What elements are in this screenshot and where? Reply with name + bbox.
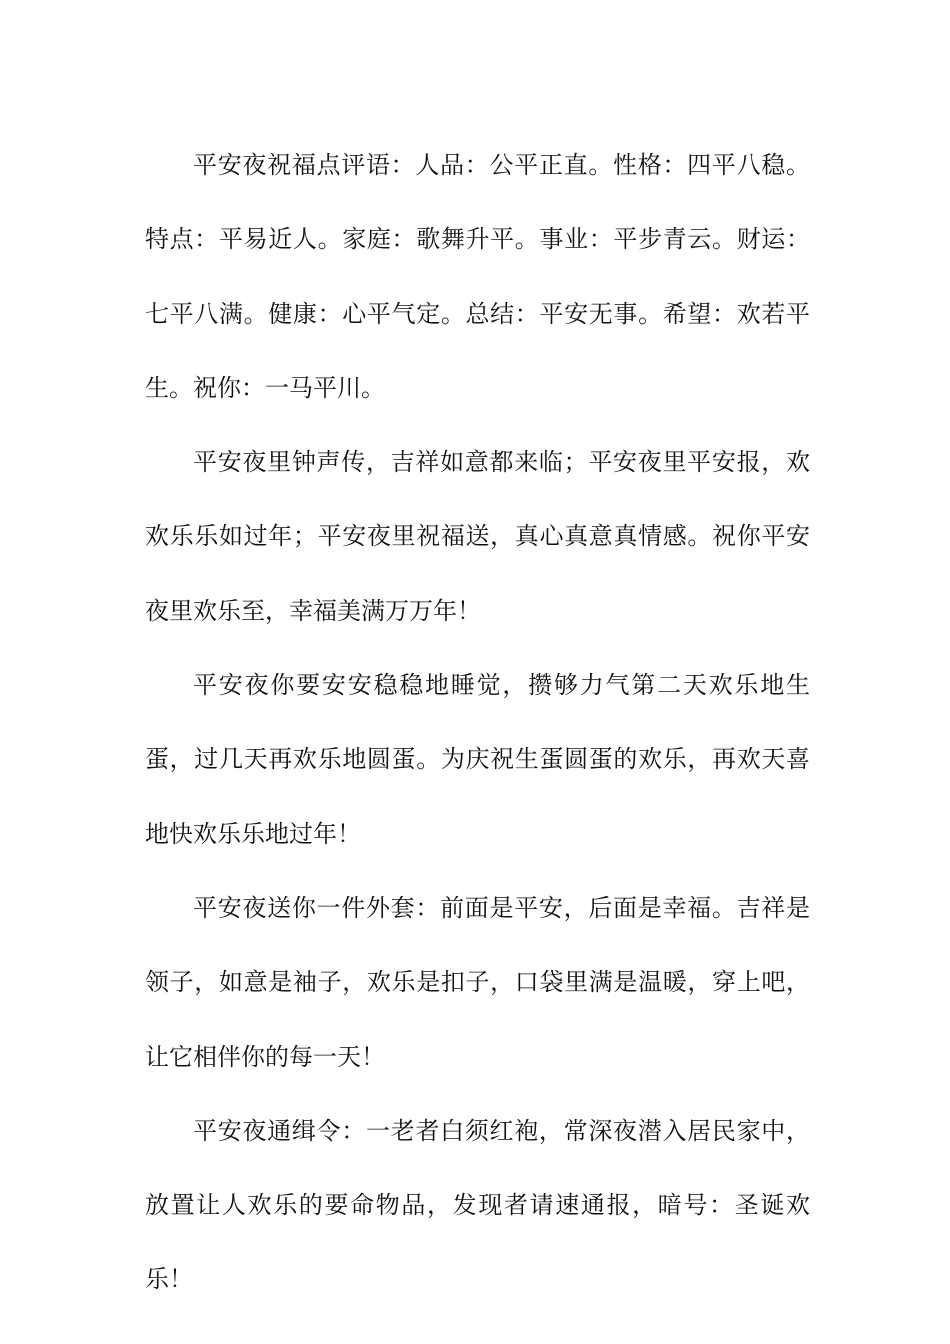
paragraph-3: 平安夜你要安安稳稳地睡觉，攒够力气第二天欢乐地生蛋，过几天再欢乐地圆蛋。为庆祝生蛋圆蛋的欢乐，再欢天喜地快欢乐乐地过年！	[145, 671, 810, 848]
paragraph-5: 平安夜通缉令：一老者白须红袍，常深夜潜入居民家中，放置让人欢乐的要命物品，发现者请速通报，暗号：圣诞欢乐！	[145, 1116, 810, 1294]
document-body	[145, 128, 810, 1317]
paragraph-2: 平安夜里钟声传，吉祥如意都来临；平安夜里平安报，欢欢乐乐如过年；平安夜里祝福送，真心真意真情感。祝你平安夜里欢乐至，幸福美满万万年！	[145, 448, 810, 625]
paragraph-1: 平安夜祝福点评语：人品：公平正直。性格：四平八稳。特点：平易近人。家庭：歌舞升平。事业：平步青云。财运：七平八满。健康：心平气定。总结：平安无事。希望：欢若平生。祝你：一马平川。	[145, 151, 810, 402]
paragraph-4: 平安夜送你一件外套：前面是平安，后面是幸福。吉祥是领子，如意是袖子，欢乐是扣子，口袋里满是温暖，穿上吧，让它相伴你的每一天！	[145, 893, 810, 1071]
